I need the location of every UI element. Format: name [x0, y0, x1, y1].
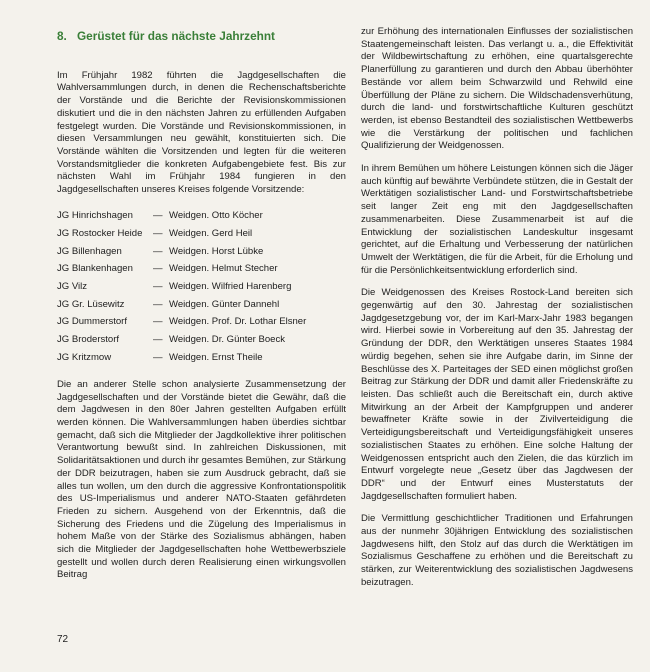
hunting-society: JG Hinrichshagen [57, 210, 133, 222]
hunting-society: JG Kritzmow [57, 351, 112, 363]
list-item [57, 349, 306, 367]
chairman-name: Weidgen. Helmut Stecher [169, 263, 278, 275]
page-number: 72 [57, 634, 69, 645]
list-item [57, 332, 306, 350]
cooperation-paragraph: In ihrem Bemühen um höhere Leistungen können sich die Jäger auch künftig auf bewährte Verbündete stützen, die in Gestalt der Werktätigen sozialistischer Land- und Forstwirtschaftsbetriebe seit langer Zeit eng mit den Jagdgesellschaften zusammenarbeiten. Diese Zusammenarbeit ist auf die Entwicklung der sozialistischen Landeskultur insgesamt gerichtet, auf die Erhaltung und Verbesserung der natürlichen Umwelt der Werktätigen, die für die Arbeit, für die Erholung und für die Persönlichkeitsentwicklung erforderlich sind. [361, 163, 633, 276]
section-number: 8. [57, 29, 67, 43]
list-item [57, 314, 306, 332]
chairmen-list [57, 208, 306, 367]
list-item [57, 243, 306, 261]
chairman-name: Weidgen. Prof. Dr. Lothar Elsner [169, 316, 307, 328]
dash: — [153, 280, 163, 292]
chairman-name: Weidgen. Horst Lübke [169, 245, 264, 257]
chairman-name: Weidgen. Günter Dannehl [169, 298, 280, 310]
right-column [361, 26, 633, 590]
list-item [57, 278, 306, 296]
dash: — [153, 316, 163, 328]
chairman-name: Weidgen. Dr. Günter Boeck [169, 334, 286, 346]
paragraph-spacer [361, 503, 633, 513]
dash: — [153, 298, 163, 310]
chairman-name: Weidgen. Ernst Theile [169, 351, 263, 363]
paragraph-spacer [361, 153, 633, 163]
hunting-society: JG Vilz [57, 280, 88, 292]
section-heading [57, 30, 346, 43]
continuation-paragraph: zur Erhöhung des internationalen Einflusses der sozialistischen Staatengemeinschaft leisten. Das verlangt u. a., die Effektivität der Wildbewirtschaftung zu erhöhen, eine quartalsgerechte Planerfüllung zu garantieren und durch den Abbau überhöhter Bestände vor allem beim Schwarzwild und Rehwild eine Überfüllung der Pläne zu sichern. Die Wildschadensverhütung, durch die land- und forstwirtschaftliche Kulturen geschützt werden, ist ebenso Bestandteil des sozialistischen Wettbewerbs wie die Verstärkung der politischen und fachlichen Qualifizierung der Weidgenossen. [361, 26, 633, 152]
chairman-name: Weidgen. Gerd Heil [169, 227, 253, 239]
section-title: Gerüstet für das nächste Jahrzehnt [77, 29, 275, 43]
chairman-name: Weidgen. Otto Köcher [169, 210, 263, 222]
list-item [57, 261, 306, 279]
hunting-society: JG Gr. Lüsewitz [57, 298, 125, 310]
hunting-society: JG Billenhagen [57, 245, 122, 257]
chairman-name: Weidgen. Wilfried Harenberg [169, 280, 292, 292]
hunting-society: JG Dummerstorf [57, 316, 128, 328]
list-item [57, 296, 306, 314]
list-item [57, 225, 306, 243]
closing-paragraph: Die an anderer Stelle schon analysierte Zusammensetzung der Jagdgesellschaften und der Vorstände bietet die Gewähr, daß die dem Jagdwesen in den 80er Jahren gestellten Aufgaben erfüllt werden können. Die Wahlversammlungen haben überdies sichtbar gemacht, daß sich die Mitglieder der Jagdkollektive ihrer politischen Verantwortung bewußt sind. In zahlreichen Diskussionen, mit Solidaritätsaktionen und durch ihr gesamtes Bemühen, zur Stärkung der DDR beizutragen, haben sie zum Ausdruck gebracht, daß sie alles tun wollen, um den durch die aggressive Konfrontationspolitik des US-Imperialismus und anderer NATO-Staaten gefährdeten Frieden zu sichern. Ausgehend von der Erkenntnis, daß die Sicherung des Friedens und die Zügelung des Imperialismus in hohem Maße von der Stärke des Sozialismus abhängen, haben sich die Mitglieder der Jagdgesellschaften hohe Wettbewerbsziele gestellt und wollen durch deren Realisierung einen wirkungsvollen Beitrag [57, 378, 346, 581]
left-column [57, 28, 346, 582]
paragraph-spacer [361, 277, 633, 287]
hunting-society: JG Broderstorf [57, 334, 120, 346]
dash: — [153, 210, 163, 222]
dash: — [153, 263, 163, 275]
traditions-paragraph: Die Vermittlung geschichtlicher Traditionen und Erfahrungen aus der nunmehr 30jährigen Entwicklung des sozialistischen Jagdwesens hilft, den Stolz auf das durch die Werktätigen im Sozialismus Geschaffene zu erhöhen und die Bereitschaft zu stärken, zur Weiterentwicklung des sozialistischen Jagdwesens beizutragen. [361, 513, 633, 588]
dash: — [153, 351, 163, 363]
intro-paragraph: Im Frühjahr 1982 führten die Jagdgesellschaften die Wahlversammlungen durch, in denen die Rechenschaftsberichte der Vorstände und die Berichte der Revisionskommissionen diskutiert und die in den nächsten Jahren zu erfüllenden Aufgaben festgelegt wurden. Die Vorstände und Revisionskommissionen, in diesen Versammlungen neu gewählt, konstituierten sich. Die Vorstände wählten die Vorsitzenden und legten für die weiteren Vorstandsmitglieder die konkreten Aufgabengebiete fest. Bis zur nächsten Wahl im Frühjahr 1984 fungieren in den Jagdgesellschaften unseres Kreises folgende Vorsitzende: [57, 69, 346, 196]
hunting-society: JG Blankenhagen [57, 263, 133, 275]
hunting-society: JG Rostocker Heide [57, 227, 143, 239]
dash: — [153, 227, 163, 239]
dash: — [153, 245, 163, 257]
list-item [57, 208, 306, 226]
dash: — [153, 334, 163, 346]
anniversary-paragraph: Die Weidgenossen des Kreises Rostock-Land bereiten sich gegenwärtig auf den 30. Jahrestag der sozialistischen Jagdgesetzgebung vor, der im Karl-Marx-Jahr 1983 begangen wird. Hierbei sowie in Vorbereitung auf den 35. Jahrestag der Gründung der DDR, den Werktätigen unseres Staates 1984 würdig begehen, sehen sie ihre Aufgabe darin, im Sinne der Beschlüsse des X. Parteitages der SED einen möglichst großen Beitrag zur Stärkung der DDR und damit aller Friedenskräfte zu leisten. Das schließt auch die Bereitschaft ein, durch aktive Mitwirkung an der Arbeit der Kampfgruppen und anderer bewaffneter Kräfte sowie in der Zivilverteidigung die Verteidigungsbereitschaft und Verteidigungsfähigkeit unseres sozialistischen Staates zu erhöhen. Eine solche Haltung der Weidgenossen entspricht auch den Zielen, die das kürzlich im Entwurf vorgelegte neue „Gesetz über das Jagdwesen der DDR“ und der Entwurf eines Musterstatuts der Jagdgesellschaften formuliert haben. [361, 287, 633, 502]
